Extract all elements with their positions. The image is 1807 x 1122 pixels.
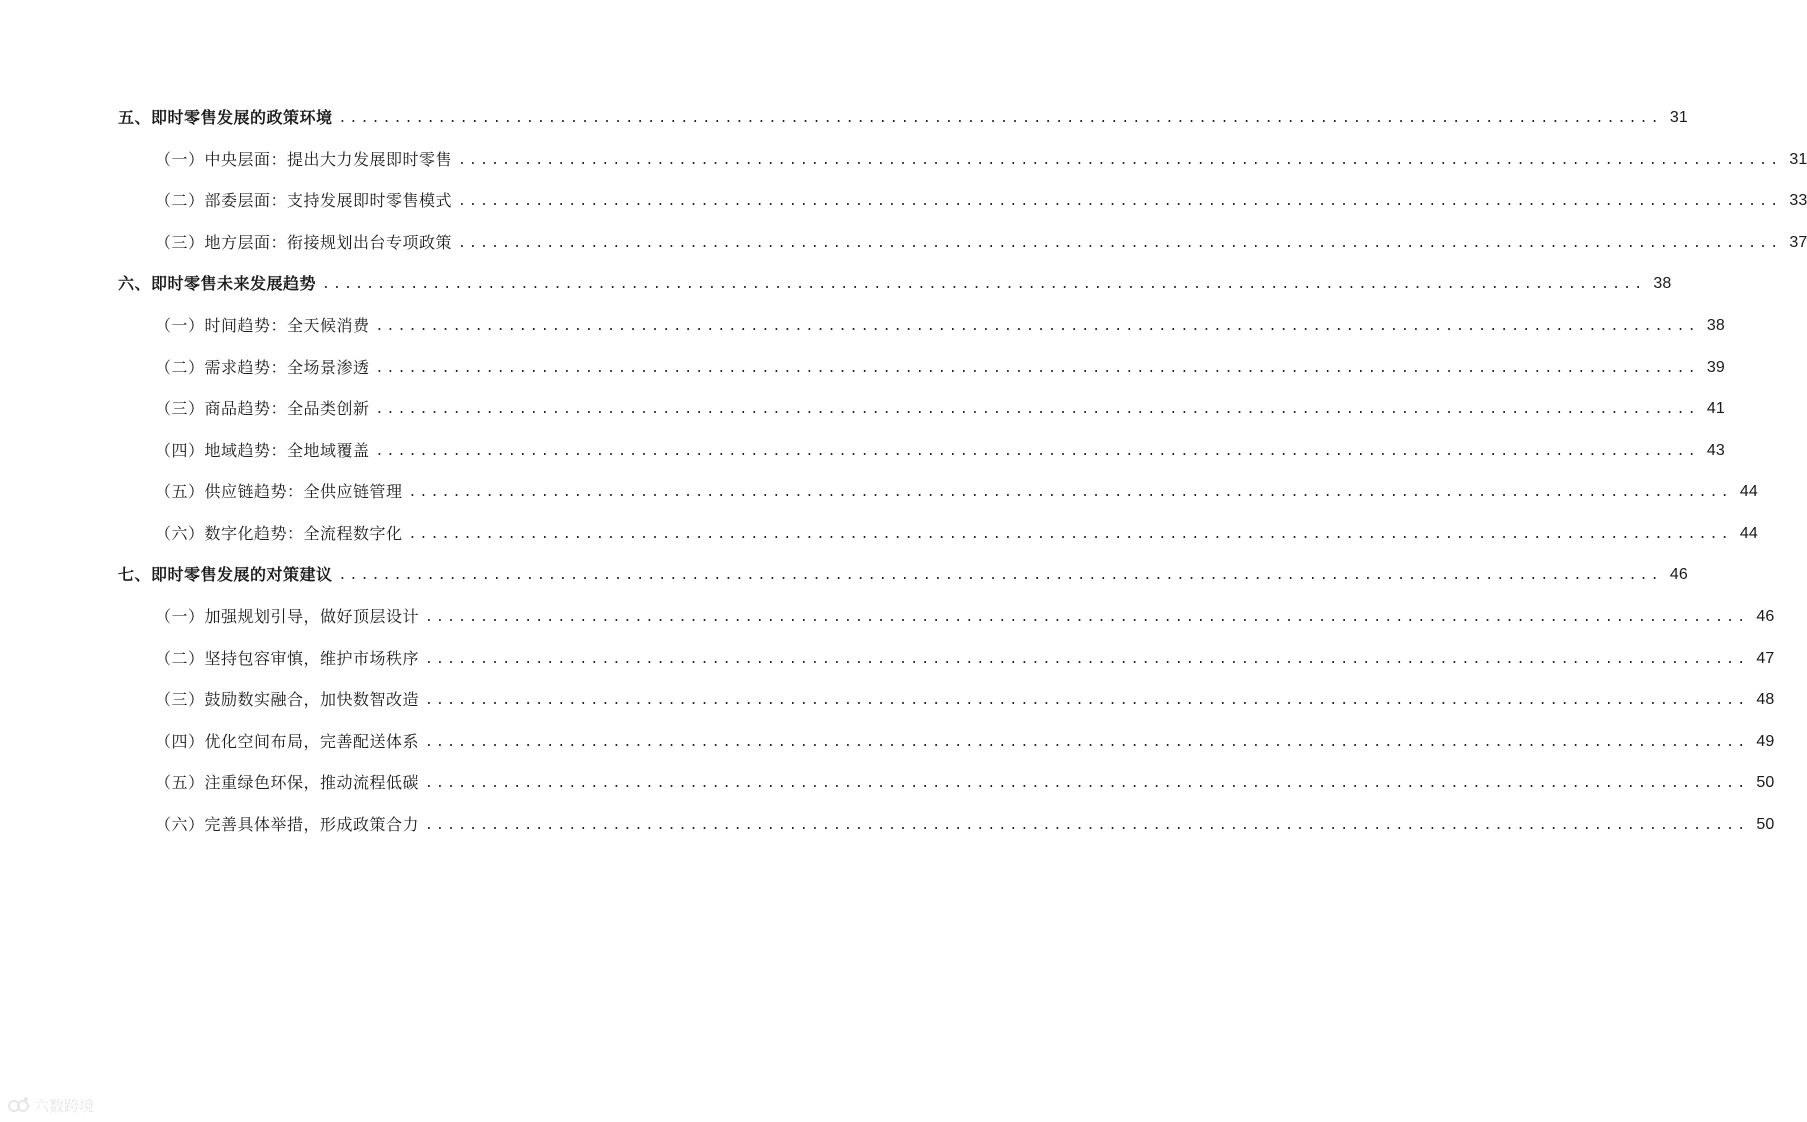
toc-leader-dots: ........................................................................................................................ [338,111,1662,126]
toc-page-number: 50 [1756,774,1775,791]
toc-section[interactable] [155,519,1758,549]
toc-section[interactable] [155,145,1807,175]
toc-section[interactable] [155,768,1775,798]
toc-section[interactable] [155,311,1725,341]
toc-leader-dots: ........................................................................................................................ [408,485,1732,500]
toc-label: 六、即时零售未来发展趋势 [118,274,317,293]
toc-page-number: 49 [1756,733,1775,750]
toc-label: 五、即时零售发展的政策环境 [118,108,333,127]
toc-section[interactable] [155,228,1807,258]
toc-label: （五）注重绿色环保，推动流程低碳 [155,773,420,792]
toc-section[interactable] [155,477,1758,507]
toc-leader-dots: ........................................................................................................................ [408,527,1732,542]
watermark [8,1092,94,1118]
toc-page-number: 41 [1706,400,1725,417]
watermark-logo-icon [8,1096,30,1114]
toc-page-number: 43 [1706,442,1725,459]
toc-section[interactable] [155,394,1725,424]
toc-label: （二）部委层面：支持发展即时零售模式 [155,191,453,210]
toc-leader-dots: ........................................................................................................................ [322,277,1646,292]
toc-chapter-5[interactable] [118,103,1688,133]
toc-chapter-7[interactable] [118,560,1688,590]
toc-label: （三）鼓励数实融合，加快数智改造 [155,690,420,709]
toc-label: （一）时间趋势：全天候消费 [155,316,370,335]
toc-leader-dots: ........................................................................................................................ [425,652,1749,667]
toc-label: （二）需求趋势：全场景渗透 [155,358,370,377]
toc-page-number: 38 [1706,317,1725,334]
toc-label: 七、即时零售发展的对策建议 [118,565,333,584]
toc-label: （六）完善具体举措，形成政策合力 [155,815,420,834]
toc-page-number: 44 [1739,525,1758,542]
toc-section[interactable] [155,353,1725,383]
toc-leader-dots: ........................................................................................................................ [425,693,1749,708]
toc-label: （三）地方层面：衔接规划出台专项政策 [155,233,453,252]
toc-page-number: 50 [1756,816,1775,833]
toc-leader-dots: ........................................................................................................................ [458,236,1782,251]
toc-leader-dots: ........................................................................................................................ [425,776,1749,791]
toc-page-number: 31 [1669,109,1688,126]
toc-page-number: 47 [1756,650,1775,667]
toc-section[interactable] [155,644,1775,674]
toc-label: （一）加强规划引导，做好顶层设计 [155,607,420,626]
toc-section[interactable] [155,186,1807,216]
watermark-text: 六数跨境 [34,1096,95,1115]
toc-label: （二）坚持包容审慎，维护市场秩序 [155,649,420,668]
toc-page-number: 46 [1669,566,1688,583]
toc-leader-dots: ........................................................................................................................ [375,319,1699,334]
toc-leader-dots: ........................................................................................................................ [375,402,1699,417]
toc-leader-dots: ........................................................................................................................ [425,818,1749,833]
toc-page-number: 38 [1653,275,1672,292]
toc-leader-dots: ........................................................................................................................ [375,444,1699,459]
toc-label: （四）地域趋势：全地域覆盖 [155,441,370,460]
toc-section[interactable] [155,810,1775,840]
toc-label: （三）商品趋势：全品类创新 [155,399,370,418]
toc-page-number: 44 [1739,483,1758,500]
toc-page-number: 46 [1756,608,1775,625]
toc-page-number: 48 [1756,691,1775,708]
toc-label: （六）数字化趋势：全流程数字化 [155,524,403,543]
toc-section[interactable] [155,727,1775,757]
toc-page-number: 33 [1789,192,1807,209]
toc-label: （一）中央层面：提出大力发展即时零售 [155,150,453,169]
toc-leader-dots: ........................................................................................................................ [338,568,1662,583]
toc-leader-dots: ........................................................................................................................ [425,610,1749,625]
toc-section[interactable] [155,602,1775,632]
toc-label: （四）优化空间布局，完善配送体系 [155,732,420,751]
toc-leader-dots: ........................................................................................................................ [458,194,1782,209]
toc-page-number: 37 [1789,234,1807,251]
toc-page-number: 31 [1789,151,1807,168]
toc-label: （五）供应链趋势：全供应链管理 [155,482,403,501]
toc-chapter-6[interactable] [118,269,1672,299]
toc-page-number: 39 [1706,359,1725,376]
toc-leader-dots: ........................................................................................................................ [458,153,1782,168]
toc-section[interactable] [155,685,1775,715]
toc-leader-dots: ........................................................................................................................ [425,735,1749,750]
toc-leader-dots: ........................................................................................................................ [375,361,1699,376]
toc-section[interactable] [155,436,1725,466]
